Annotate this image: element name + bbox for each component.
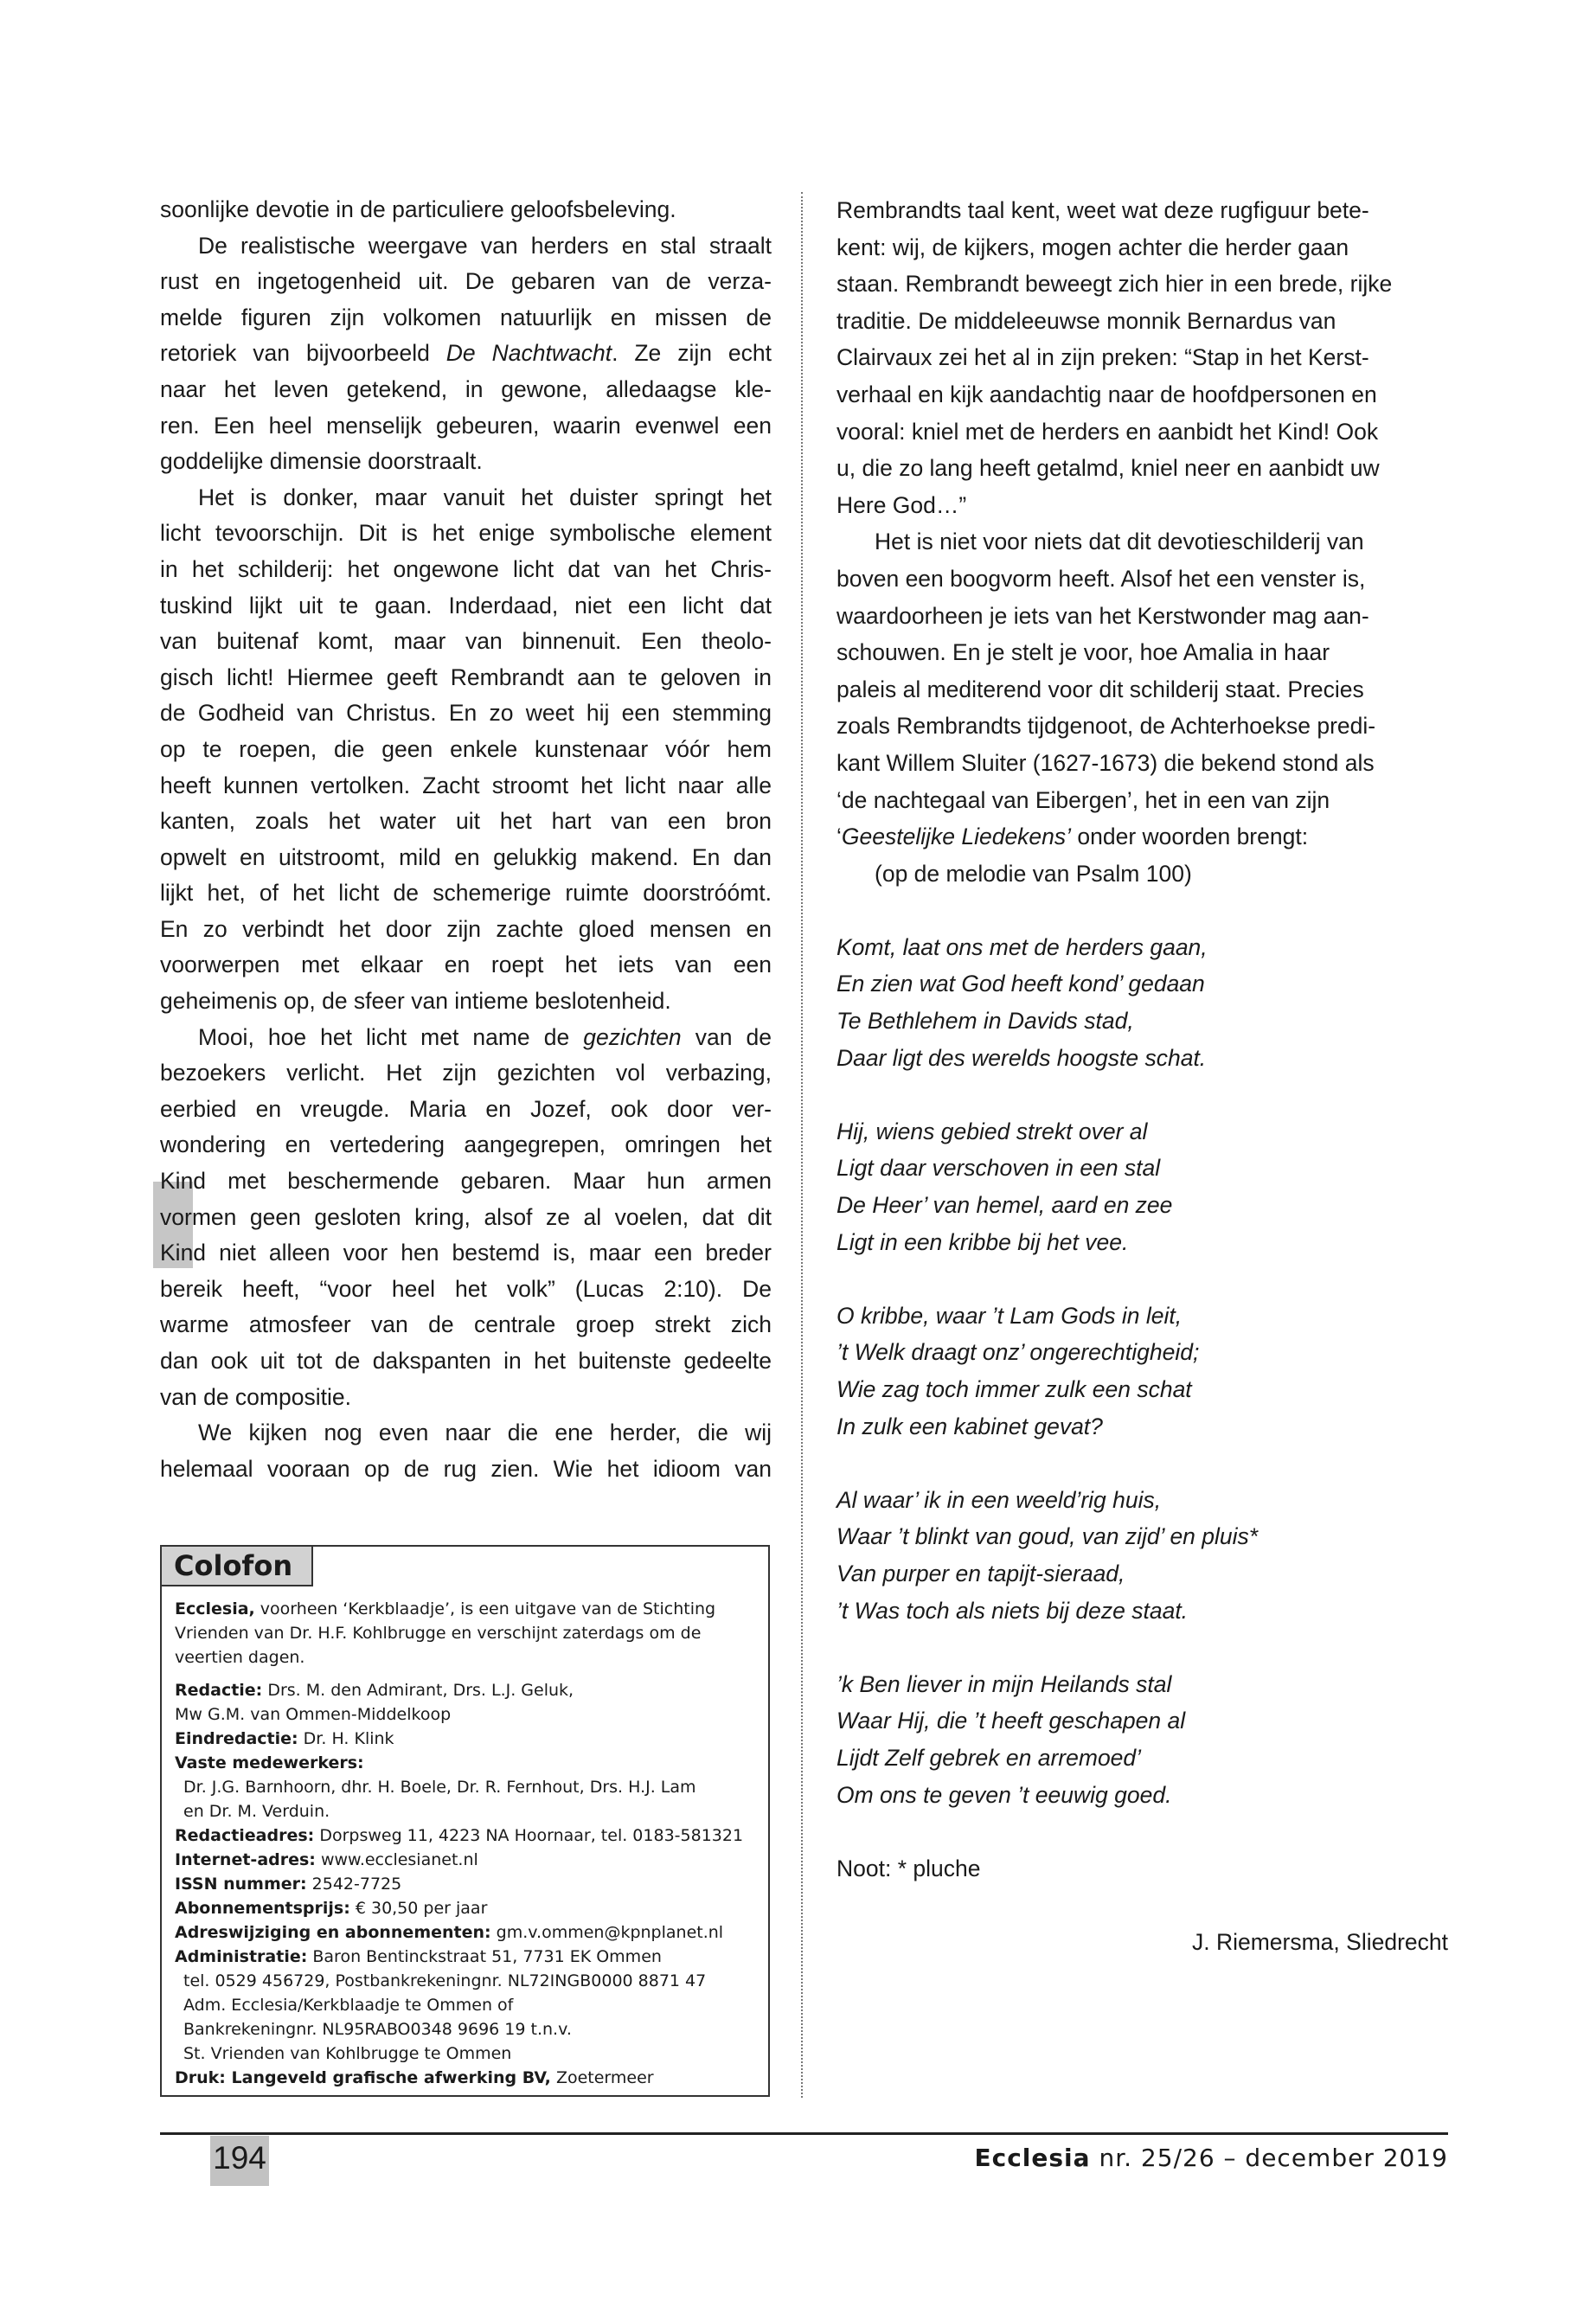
blank-line	[836, 1076, 1448, 1113]
colofon-text: en Dr. M. Verduin.	[183, 1802, 330, 1821]
colofon-line	[175, 2066, 760, 2090]
right-column	[836, 192, 1448, 1961]
text-line: vormen geen gesloten kring, alsof ze al voelen, dat dit	[160, 1203, 772, 1230]
blank-line	[836, 1813, 1448, 1850]
poem-line: Lijdt Zelf gebrek en arremoed’	[836, 1744, 1142, 1771]
poem-line: Wie zag toch immer zulk een schat	[836, 1376, 1192, 1402]
text-line: schouwen. En je stelt je voor, hoe Amalia in haar	[836, 639, 1330, 666]
colofon-line	[175, 1621, 760, 1645]
colofon-line	[175, 1896, 760, 1920]
text-line: vooral: kniel met de herders en aanbidt het Kind! Ook	[836, 418, 1379, 445]
text-line: traditie. De middeleeuwse monnik Bernardus van	[836, 307, 1336, 334]
colofon-title: Colofon	[160, 1545, 313, 1586]
poem-line: Komt, laat ons met de herders gaan,	[836, 933, 1208, 960]
colofon-label: Adreswijziging en abonnementen:	[175, 1923, 491, 1942]
text-line: lijkt het, of het licht de schemerige ruimte doorstróómt.	[160, 880, 772, 907]
colofon-line	[175, 1823, 760, 1848]
text-line: Kind met beschermende gebaren. Maar hun armen	[160, 1168, 772, 1195]
colofon-line	[175, 1727, 760, 1751]
text-line: kant Willem Sluiter (1627-1673) die bekend stond als	[836, 749, 1375, 776]
text-line: rust en ingetogenheid uit. De gebaren van de verza-	[160, 268, 772, 295]
colofon-body	[175, 1597, 760, 2090]
italic-text: gezichten	[583, 1023, 682, 1050]
colofon-label: Druk: Langeveld grafische afwerking BV,	[175, 2068, 551, 2087]
colofon-text: Baron Bentinckstraat 51, 7731 EK Ommen	[307, 1947, 662, 1966]
text-line: heeft kunnen vertolken. Zacht stroomt het licht naar alle	[160, 772, 772, 798]
colofon-line	[175, 1597, 760, 1621]
text-line: We kijken nog even naar die ene herder, die wij	[198, 1420, 772, 1446]
text-segment: Mooi, hoe het licht met name de	[198, 1023, 584, 1050]
text-line: soonlijke devotie in de particuliere geloofsbeleving.	[160, 196, 676, 222]
text-line: boven een boogvorm heeft. Alsof het een venster is,	[836, 565, 1366, 592]
text-line	[160, 1020, 772, 1056]
text-segment: van de	[681, 1023, 772, 1050]
blank-line	[836, 1445, 1448, 1482]
text-line: waardoorheen je iets van het Kerstwonder mag aan-	[836, 602, 1369, 629]
text-line	[836, 818, 1448, 856]
colofon-text: veertien dagen.	[175, 1648, 305, 1667]
poem-line: Om ons te geven ’t eeuwig goed.	[836, 1781, 1172, 1808]
text-line: wondering en vertedering aangegrepen, omringen het	[160, 1131, 772, 1158]
colofon-line	[175, 1751, 760, 1775]
colofon-line	[175, 1872, 760, 1896]
colofon-label: ISSN nummer:	[175, 1875, 307, 1894]
text-line: goddelijke dimensie doorstraalt.	[160, 448, 483, 475]
text-segment: . Ze zijn echt	[612, 340, 772, 367]
text-line: gisch licht! Hiermee geeft Rembrandt aan te geloven in	[160, 663, 772, 690]
poem-line: In zulk een kabinet gevat?	[836, 1413, 1103, 1439]
blank-line	[836, 1260, 1448, 1298]
colofon-label: Abonnementsprijs:	[175, 1899, 350, 1918]
text-line: bereik heeft, “voor heel het volk” (Lucas 2:10). De	[160, 1275, 772, 1302]
blank-line	[836, 1887, 1448, 1924]
poem-line: ’t Welk draagt onz’ ongerechtigheid;	[836, 1339, 1200, 1366]
publication-name: Ecclesia	[974, 2144, 1091, 2172]
colofon-label: Redactieadres:	[175, 1826, 315, 1845]
colofon-text: Dr. J.G. Barnhoorn, dhr. H. Boele, Dr. R. Fernhout, Drs. H.J. Lam	[183, 1778, 696, 1797]
colofon-text: St. Vrienden van Kohlbrugge te Ommen	[183, 2044, 512, 2063]
poem-line: O kribbe, waar ’t Lam Gods in leit,	[836, 1302, 1183, 1329]
poem-line: Al waar’ ik in een weeld’rig huis,	[836, 1486, 1162, 1513]
text-line: Kind niet alleen voor hen bestemd is, maar een breder	[160, 1240, 772, 1266]
text-line: Rembrandts taal kent, weet wat deze rugfiguur bete-	[836, 197, 1369, 223]
text-line: van de compositie.	[160, 1383, 351, 1410]
colofon-text: voorheen ‘Kerkblaadje’, is een uitgave van de Stichting	[254, 1599, 716, 1618]
text-line: van buitenaf komt, maar van binnenuit. Een theolo-	[160, 628, 772, 655]
colofon-text: Vrienden van Dr. H.F. Kohlbrugge en verschijnt zaterdags om de	[175, 1624, 702, 1643]
colofon-label: Eindredactie:	[175, 1729, 298, 1748]
text-line: op te roepen, die geen enkele kunstenaar vóór hem	[160, 735, 772, 762]
text-segment: ‘	[836, 824, 842, 850]
blank-line	[836, 1629, 1448, 1666]
text-line: Het is donker, maar vanuit het duister springt het	[198, 484, 772, 510]
colofon-line	[175, 1775, 760, 1799]
colofon-text: 2542-7725	[306, 1875, 402, 1894]
text-line: Clairvaux zei het al in zijn preken: “Stap in het Kerst-	[836, 344, 1369, 371]
poem-line: Hij, wiens gebied strekt over al	[836, 1118, 1148, 1144]
text-line: geheimenis op, de sfeer van intieme beslotenheid.	[160, 988, 671, 1015]
colofon-box	[160, 1545, 770, 2097]
colofon-line	[175, 2017, 760, 2041]
text-line	[160, 336, 772, 372]
text-line: verhaal en kijk aandachtig naar de hoofdpersonen en	[836, 381, 1377, 407]
text-line: kent: wij, de kijkers, mogen achter die herder gaan	[836, 234, 1349, 260]
publication-info	[974, 2144, 1448, 2172]
poem-line: Daar ligt des werelds hoogste schat.	[836, 1044, 1207, 1071]
colofon-text: Adm. Ecclesia/Kerkblaadje te Ommen of	[183, 1996, 514, 2015]
text-line: melde figuren zijn volkomen natuurlijk en missen de	[160, 304, 772, 330]
poem-line: En zien wat God heeft kond’ gedaan	[836, 971, 1205, 997]
issue-info: nr. 25/26 – december 2019	[1090, 2144, 1448, 2172]
colofon-line	[175, 1993, 760, 2017]
colofon-label: Internet-adres:	[175, 1850, 316, 1869]
colofon-line	[175, 1702, 760, 1727]
column-divider	[801, 192, 803, 2098]
colofon-text: gm.v.ommen@kpnplanet.nl	[490, 1923, 724, 1942]
italic-text: Geestelijke Liedekens’	[841, 824, 1072, 850]
colofon-text: Drs. M. den Admirant, Drs. L.J. Geluk,	[262, 1681, 574, 1700]
colofon-text: Dorpsweg 11, 4223 NA Hoornaar, tel. 0183-581321	[314, 1826, 744, 1845]
colofon-label: Redactie:	[175, 1681, 263, 1700]
colofon-line	[175, 1799, 760, 1823]
colofon-label: Administratie:	[175, 1947, 308, 1966]
text-line: staan. Rembrandt beweegt zich hier in een brede, rijke	[836, 271, 1393, 298]
text-line: bezoekers verlicht. Het zijn gezichten vol verbazing,	[160, 1060, 772, 1086]
poem-line: ’t Was toch als niets bij deze staat.	[836, 1597, 1189, 1624]
poem-line: Waar ’t blinkt van goud, van zijd’ en pluis*	[836, 1523, 1259, 1550]
left-column	[160, 192, 772, 1487]
colofon-label: Vaste medewerkers:	[175, 1753, 364, 1772]
poem-line: Ligt daar verschoven in een stal	[836, 1155, 1161, 1182]
text-line: voorwerpen met elkaar en roept het iets van een	[160, 952, 772, 978]
colofon-text: Mw G.M. van Ommen-Middelkoop	[175, 1705, 452, 1724]
text-segment: onder woorden brengt:	[1071, 824, 1309, 850]
colofon-text: Dr. H. Klink	[298, 1729, 394, 1748]
text-line: de Godheid van Christus. En zo weet hij een stemming	[160, 700, 772, 727]
colofon-line	[175, 1969, 760, 1993]
page-number: 194	[210, 2136, 269, 2186]
author-signature: J. Riemersma, Sliedrecht	[1191, 1928, 1448, 1955]
text-line: En zo verbindt het door zijn zachte gloed mensen en	[160, 915, 772, 942]
text-line: zoals Rembrandts tijdgenoot, de Achterhoekse predi-	[836, 713, 1376, 740]
text-line: helemaal vooraan op de rug zien. Wie het idioom van	[160, 1455, 772, 1482]
colofon-line	[175, 1678, 760, 1702]
footnote: Noot: * pluche	[836, 1855, 981, 1881]
poem-line: ’k Ben liever in mijn Heilands stal	[836, 1670, 1172, 1697]
colofon-line	[175, 1920, 760, 1945]
text-line: warme atmosfeer van de centrale groep strekt zich	[160, 1311, 772, 1338]
text-line: dan ook uit tot de dakspanten in het buitenste gedeelte	[160, 1348, 772, 1374]
text-line: tuskind lijkt uit te gaan. Inderdaad, niet een licht dat	[160, 592, 772, 619]
poem-line: Waar Hij, die ’t heeft geschapen al	[836, 1708, 1186, 1734]
text-line: Het is niet voor niets dat dit devotieschilderij van	[875, 529, 1364, 555]
colofon-text: www.ecclesianet.nl	[315, 1850, 478, 1869]
colofon-line	[175, 1645, 760, 1670]
colofon-text: Bankrekeningnr. NL95RABO0348 9696 19 t.n.v.	[183, 2020, 572, 2039]
colofon-label: Ecclesia,	[175, 1599, 255, 1618]
poem-line: Ligt in een kribbe bij het vee.	[836, 1228, 1129, 1255]
poem-line: Te Bethlehem in Davids stad,	[836, 1008, 1134, 1035]
text-line: in het schilderij: het ongewone licht dat van het Chris-	[160, 555, 772, 582]
text-line: paleis al mediterend voor dit schilderij staat. Precies	[836, 676, 1364, 702]
poem-line: De Heer’ van hemel, aard en zee	[836, 1192, 1173, 1219]
text-segment: retoriek van bijvoorbeeld	[160, 340, 446, 367]
text-line: ren. Een heel menselijk gebeuren, waarin evenwel een	[160, 412, 772, 439]
footer-rule	[160, 2132, 1448, 2135]
text-line: naar het leven getekend, in gewone, alledaagse kle-	[160, 375, 772, 402]
colofon-text: Zoetermeer	[550, 2068, 654, 2087]
colofon-line	[175, 1848, 760, 1872]
text-line: (op de melodie van Psalm 100)	[875, 860, 1192, 887]
text-line: Here God…”	[836, 491, 967, 518]
poem-line: Van purper en tapijt-sieraad,	[836, 1560, 1125, 1586]
text-line: licht tevoorschijn. Dit is het enige symbolische element	[160, 520, 772, 547]
text-line: kanten, zoals het water uit het hart van een bron	[160, 808, 772, 835]
colofon-text: € 30,50 per jaar	[349, 1899, 488, 1918]
blank-line	[836, 892, 1448, 929]
text-line: u, die zo lang heeft getalmd, kniel neer en aanbidt uw	[836, 455, 1380, 482]
text-line: ‘de nachtegaal van Eibergen’, het in een van zijn	[836, 786, 1330, 813]
italic-text: De Nachtwacht	[445, 340, 612, 367]
text-line: De realistische weergave van herders en stal straalt	[198, 232, 772, 259]
text-line: opwelt en uitstroomt, mild en gelukkig makend. En dan	[160, 843, 772, 870]
colofon-line	[175, 1945, 760, 1969]
colofon-text: tel. 0529 456729, Postbankrekeningnr. NL72INGB0000 8871 47	[183, 1971, 707, 1990]
colofon-line	[175, 2041, 760, 2066]
text-line: eerbied en vreugde. Maria en Jozef, ook door ver-	[160, 1095, 772, 1122]
